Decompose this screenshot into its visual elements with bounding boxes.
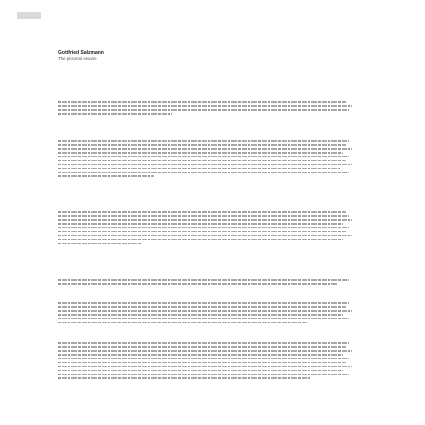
paragraph-4 [58, 279, 358, 287]
paragraph-1 [58, 101, 358, 117]
header-logo [17, 12, 41, 19]
paragraph-6 [58, 342, 358, 381]
author-name: Gottfried Salzmann [58, 50, 104, 56]
paragraph-3 [58, 211, 358, 246]
paragraph-2 [58, 140, 358, 179]
document-subtitle: The pictorial oeuvre [58, 56, 97, 61]
paragraph-5 [58, 302, 358, 326]
